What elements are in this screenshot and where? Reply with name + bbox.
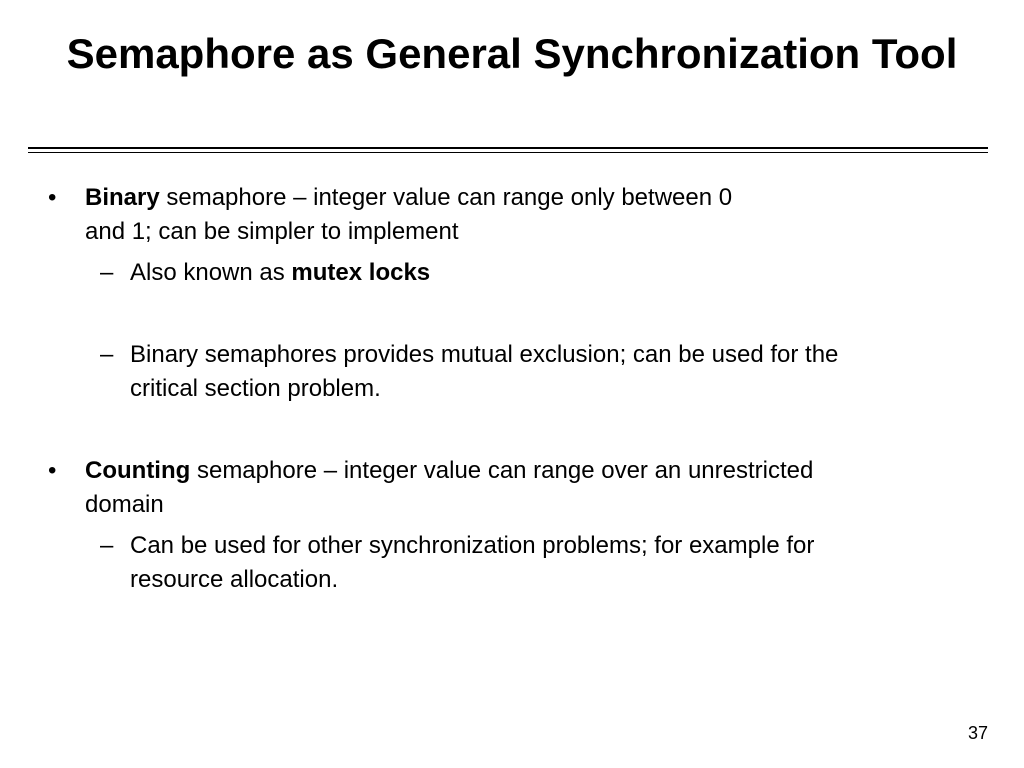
bullet-counting [48, 454, 813, 522]
sub-bullet-text-line1: Binary semaphores provides mutual exclusion; can be used for the [130, 341, 839, 368]
sub-bullet-dash: – [100, 341, 114, 368]
bullet-keyword: Binary [85, 184, 160, 211]
title-divider-thin [28, 152, 988, 153]
bullet-dot: • [48, 457, 57, 484]
sub-bullet-dash: – [100, 532, 114, 559]
sub-bullet-text-line1: Can be used for other synchronization problems; for example for [130, 532, 815, 559]
sub-bullet-text-line2: critical section problem. [130, 375, 381, 402]
bullet-text [85, 454, 813, 522]
bullet-text-line1: semaphore – integer value can range only between 0 [159, 184, 733, 211]
sub-bullet-mutex [100, 256, 430, 290]
bullet-dot: • [48, 184, 57, 211]
sub-bullet-mutual-exclusion [100, 338, 838, 406]
bullet-keyword: Counting [85, 457, 191, 484]
sub-bullet-text [130, 338, 838, 406]
bullet-text-line2: and 1; can be simpler to implement [85, 218, 459, 245]
sub-bullet-keyword: mutex locks [291, 259, 431, 286]
sub-bullet-prefix: Also known as [130, 259, 292, 286]
bullet-text-line1: semaphore – integer value can range over an unrestricted [190, 457, 814, 484]
sub-bullet-text [130, 529, 814, 597]
sub-bullet-text [130, 256, 430, 290]
sub-bullet-text-line2: resource allocation. [130, 566, 339, 593]
slide-title: Semaphore as General Synchronization Tool [66, 30, 958, 77]
sub-bullet-dash: – [100, 259, 114, 286]
bullet-text-line2: domain [85, 491, 164, 518]
bullet-text [85, 181, 732, 249]
page-number: 37 [967, 723, 988, 743]
title-divider-thick [28, 147, 988, 149]
bullet-binary [48, 181, 732, 249]
sub-bullet-other-problems [100, 529, 814, 597]
